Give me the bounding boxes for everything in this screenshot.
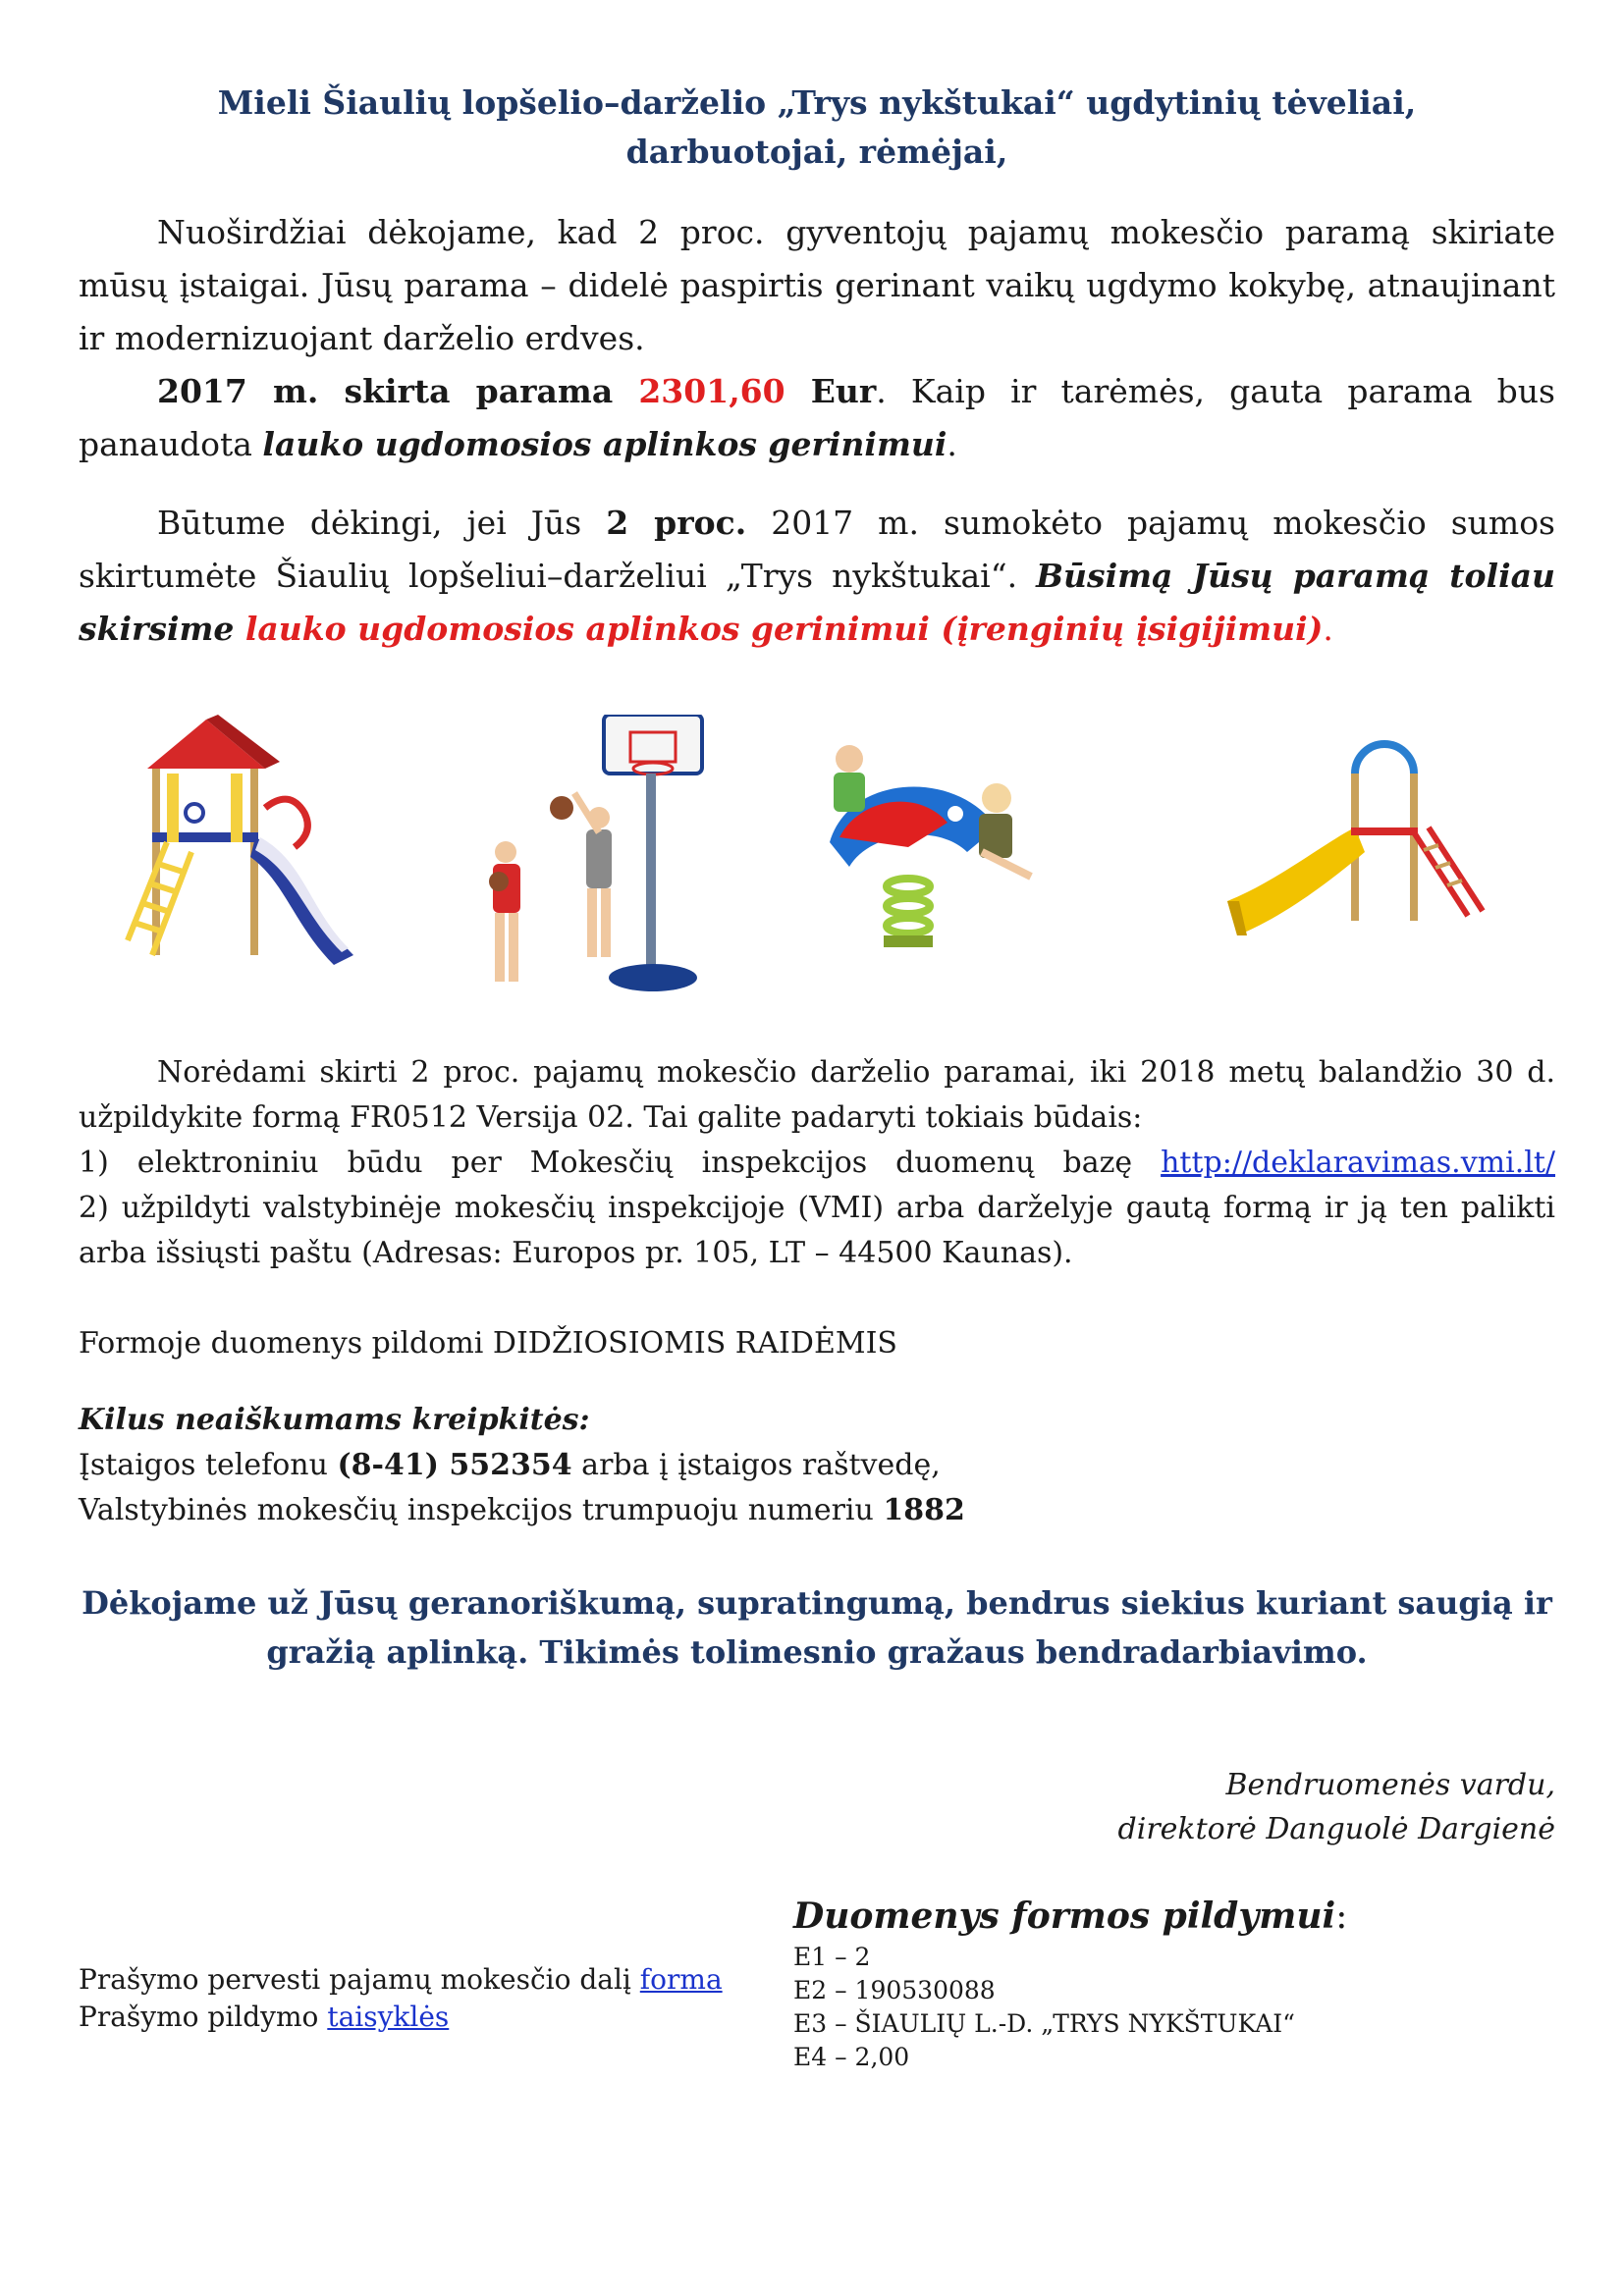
support-amount-paragraph — [79, 365, 1555, 471]
form-data-block — [793, 1893, 1347, 2074]
playhouse-slide-image — [108, 715, 363, 980]
request-paragraph — [79, 497, 1555, 656]
vmi-declaration-link[interactable]: http://deklaravimas.vmi.lt/ — [1161, 1146, 1555, 1181]
playground-illustrations — [79, 715, 1555, 1009]
signature-line-2: direktorė Danguolė Dargienė — [1117, 1812, 1555, 1847]
contact-phone-line — [79, 1443, 1555, 1488]
future-purpose-red: lauko ugdomosios aplinkos gerinimui (įrenginių įsigijimui) — [244, 610, 1324, 649]
form-data-e4: E4 – 2,00 — [793, 2043, 910, 2072]
period-red: . — [1323, 610, 1333, 649]
vmi-short-number: 1882 — [883, 1493, 965, 1528]
form-link-line — [79, 1961, 723, 1999]
form-data-title-colon: : — [1335, 1896, 1348, 1938]
spring-rider-kids-image — [790, 729, 1056, 975]
contact-title: Kilus neaiškumams kreipkitės: — [79, 1403, 590, 1438]
form-links — [79, 1961, 723, 2036]
support-purpose: lauko ugdomosios aplinkos gerinimui — [262, 425, 947, 464]
support-amount: 2301,60 — [638, 372, 785, 411]
closing-line-1: Dėkojame už Jūsų geranoriškumą, supratingumą, bendrus siekius kuriant saugią ir — [81, 1584, 1552, 1623]
heading-line-1: Mieli Šiaulių lopšelio–darželio „Trys nykštukai“ ugdytinių tėveliai, — [217, 83, 1417, 122]
rules-link-text: Prašymo pildymo — [79, 2001, 328, 2034]
request-text-2: 2017 m. sumokėto pajamų mokesčio sumos skirtumėte Šiaulių lopšeliui–darželiui „Trys nykštukai“. — [79, 504, 1555, 596]
form-data-title-text: Duomenys formos pildymui — [793, 1896, 1336, 1938]
phone-rest: arba į įstaigos raštvedę, — [571, 1448, 941, 1483]
future-support-text: Būsimą Jūsų paramą toliau skirsime — [79, 557, 1555, 649]
option-paper: 2) užpildyti valstybinėje mokesčių inspekcijoje (VMI) arba darželyje gautą formą ir ją ten palikti arba išsiųsti paštu (Adresas: Europos pr. 105, LT – 44500 Kaunas). — [79, 1191, 1555, 1271]
rules-link-line — [79, 1999, 723, 2036]
request-text-1: Būtume dėkingi, jei Jūs — [157, 504, 607, 543]
form-data-e2: E2 – 190530088 — [793, 1976, 996, 2005]
signature-line-1: Bendruomenės vardu, — [1225, 1768, 1555, 1803]
period: . — [947, 425, 957, 464]
form-data-title — [793, 1893, 1347, 1941]
amount-lead: 2017 m. skirta parama — [157, 372, 639, 411]
form-data-e3: E3 – ŠIAULIŲ L.-D. „TRYS NYKŠTUKAI“ — [793, 2009, 1295, 2039]
instructions-intro: Norėdami skirti 2 proc. pajamų mokesčio darželio paramai, iki 2018 metų balandžio 30 d. užpildykite formą FR0512 Versija 02. Tai galite padaryti tokiais būdais: — [79, 1055, 1555, 1136]
contact-vmi-line — [79, 1488, 1555, 1533]
form-link[interactable]: forma — [639, 1963, 723, 1997]
phone-lead: Įstaigos telefonu — [79, 1448, 338, 1483]
percent-highlight: 2 proc. — [606, 504, 747, 543]
signature-block — [79, 1763, 1555, 1851]
heading-line-2: darbuotojai, rėmėjai, — [625, 133, 1008, 172]
contact-block — [79, 1398, 1555, 1533]
greeting-heading — [79, 79, 1555, 177]
thanks-paragraph: Nuoširdžiai dėkojame, kad 2 proc. gyventojų pajamų mokesčio paramą skiriate mūsų įstaigai. Jūsų parama – didelė paspirtis gerinant vaikų ugdymo kokybę, atnaujinant ir modernizuojant darželio erdves. — [79, 213, 1555, 358]
document-page — [79, 79, 1555, 2109]
yellow-slide-image — [1218, 734, 1492, 960]
option-electronic-text: 1) elektroniniu būdu per Mokesčių inspekcijos duomenų bazę — [79, 1146, 1162, 1181]
option-electronic — [79, 1141, 1555, 1186]
vmi-lead: Valstybinės mokesčių inspekcijos trumpuoju numeriu — [79, 1493, 884, 1528]
capital-letters-note: Formoje duomenys pildomi DIDŽIOSIOMIS RAIDĖMIS — [79, 1326, 897, 1362]
bottom-section — [79, 1893, 1555, 2109]
form-data-e1: E1 – 2 — [793, 1943, 871, 1972]
amount-rest: . Kaip ir tarėmės, gauta parama bus panaudota — [79, 372, 1555, 464]
currency: Eur — [785, 372, 877, 411]
instructions-block — [79, 1050, 1555, 1276]
institution-phone: (8-41) 552354 — [337, 1448, 572, 1483]
rules-link[interactable]: taisyklės — [327, 2001, 450, 2034]
kids-basketball-image — [452, 715, 707, 999]
form-link-text: Prašymo pervesti pajamų mokesčio dalį — [79, 1963, 640, 1997]
closing-line-2: gražią aplinką. Tikimės tolimesnio gražaus bendradarbiavimo. — [266, 1633, 1368, 1672]
closing-thanks — [79, 1578, 1555, 1677]
